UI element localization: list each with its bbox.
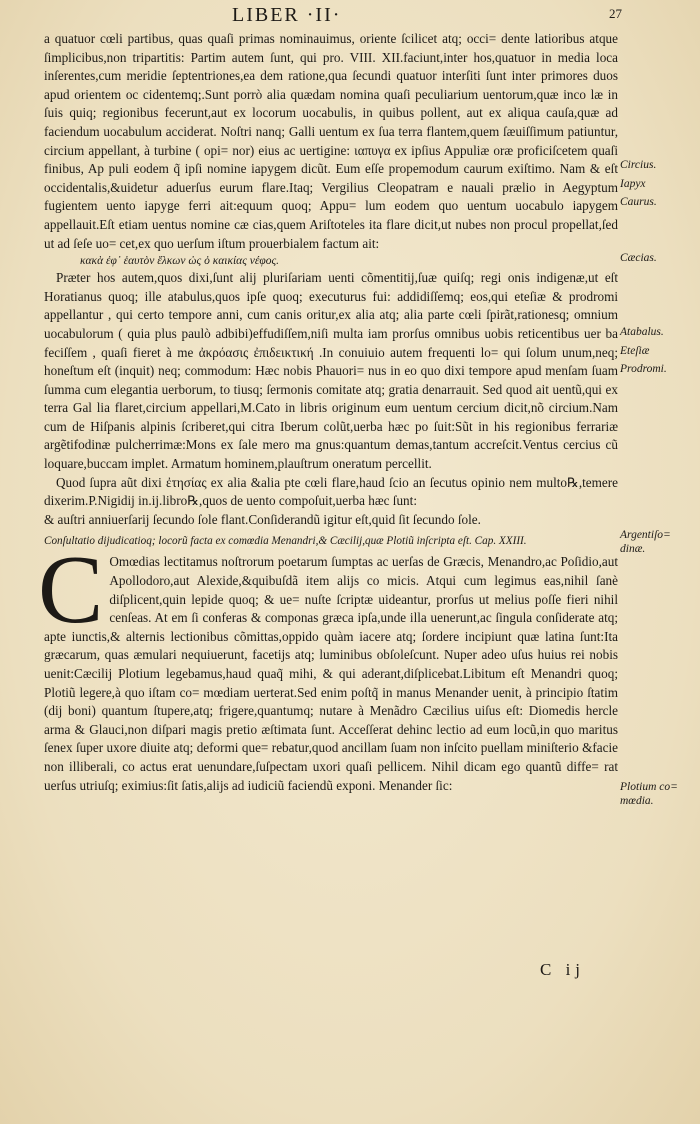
margin-note-circius: Circius. bbox=[620, 159, 657, 171]
margin-note-argentifodinae: Argentiſo= dinæ. bbox=[620, 529, 671, 555]
margin-note-atabalus: Atabalus. bbox=[620, 326, 664, 338]
running-head: LIBER ·II· bbox=[232, 4, 342, 26]
paragraph-nigidius: Quod ſupra aũt dixi ἐτησίας ex alia &alia pte cœli flare,haud ſcio an ſecutus opinio nem multo℞,temere dixerim.P.Nigidij in.ij.libro℞,quos de uento compoſuit,uerba hæc ſunt: bbox=[44, 474, 618, 509]
margin-note-etesiae: Eteſiæ bbox=[620, 345, 650, 357]
signature-mark: C ij bbox=[540, 960, 586, 979]
drop-cap: C bbox=[38, 536, 104, 645]
margin-note-plotium: Plotium co= mœdia. bbox=[620, 781, 678, 807]
chapter-heading: Conſultatio dijudicatioq; locorũ facta ex comœdia Menandri,& Cæcilij,quæ Plotiũ inſcripta eſt. Cap. XXIII. bbox=[44, 535, 527, 548]
greek-proverb: κακὰ ἐφ᾽ ἑαυτὸν ἕλκων ὡς ὁ καικίας νέφος. bbox=[80, 255, 280, 268]
paragraph-winds: a quatuor cœli partibus, quas quaſi primas nominauimus, oriente ſcilicet atq; occi= dente latioribus atque ſimplicibus,non tripartitis: Partim autem ſunt, qui pro. VIII. XII.faciunt,inter hos,quatuor in media loca inſerentes,cum meridie ſeptentriones,ea dem ratione,qua ſecundi quatuor interſiti ſunt inter primores duos apud orientem oc cidentemq;.Sunt porrò alia quædam nomina quaſi peculiarium uentorum,quæ inco læ in ſuis quiq; regionibus fecerunt,aut ex locorum uocabulis, in quibus pollent, aut ex aliqua cauſa,quæ ad faciendum uocabulum acciderat. Noſtri nanq; Galli uentum ex ſua terra flantem,quem ſæuiſſimum patiuntur, circium appellant, à turbine ( opi= nor) eius ac uertigine: ιαπυγα ex ipſius Appuliæ oræ proficiſcetem quaſi finibus, Ap puli eodem q̃ ipſi nomine iapygem dicũt. Eum eſſe propemodum caurum exiſtimo. Nam & eſt occidentalis,&uidetur aduerſus eurum flare.Itaq; Vergilius Cleopatram e nauali prælio in Aegyptum fugientem uento iapyge ferri ait:equum quoq; Appu= lum eodem quo uentum uocabulo iapygem appellauit.Eſt etiam uentus nomine cæ cias,quem Ariſtoteles ita flare dicit,ut nubes non procul propellat,ſed ut ad ſeſe uo= cet,ex quo uerſum iſtum prouerbialem factum ait: bbox=[44, 31, 618, 251]
paragraph-austri: & auſtri anniuerſarij ſecundo ſole flant.Conſiderandũ igitur eſt,quid ſit ſecundo ſole. bbox=[44, 511, 481, 527]
margin-note-caurus: Caurus. bbox=[620, 196, 657, 208]
chapter-body: Omœdias lectitamus noſtrorum poetarum ſumptas ac uerſas de Græcis, Menandro,ac Poſidio,aut Apollodoro,aut Alexide,&quibuſdã item alijs co micis. Atqui cum legimus eas,nihil ſanè diſplicent,quin lepide quoq; & ue= nuſte ſcriptæ uideantur, prorſus ut melius poſſe fieri nihil cenſeas. At em ſi conferas & componas græca ipſa,unde illa uenerunt,ac ſingula conſiderate atq; apte iunctis,& alternis lectionibus cõmittas,oppido quàm iacere atq; ſordere incipiunt quæ latina ſunt:Ita græcarum, quas æmulari nequiuerunt, facetijs atq; luminibus obſoleſcunt. Nuper adeo uſus huius rei nobis uenit:Cæcilij Plotium legebamus,haud quaq̃ mihi, & qui aderant,diſplicebat.Libitum eſt Menandri quoq; Plotiũ legere,à quo iſtam co= mœdiam uerterat.Sed enim poſtq̃ in manus Menander uenit, à principio ſtatim (dij boni) quantum ſtupere,atq; frigere,quantumq; nutare à Menãdro Cæcilius uiſus eſt: Diomedis hercle arma & Glauci,non diſpari magis pretio æſtimata ſunt. Acceſſerat dehinc lectio ad eum locũ,in quo maritus ſenex ſuper uxore diuite atq; deformi que= rebatur,quod ancillam ſuam non inſcito puellam miniſterio &facie non illiberali, co actus erat uenundare,ſuſpectam uxori quaſi pellicem. Nihil dicam ego quantũ diffe= rat uerſus utriuſq; eximius:ſit ſatis,alijs ad iudiciũ faciendũ exponi. Menander ſic: bbox=[44, 554, 618, 793]
margin-note-iapyx: Iapyx bbox=[620, 178, 646, 190]
main-text bbox=[38, 30, 618, 795]
margin-note-prodromi: Prodromi. bbox=[620, 363, 667, 375]
page-number: 27 bbox=[609, 6, 622, 21]
page-header bbox=[0, 4, 700, 30]
margin-note-caecias: Cæcias. bbox=[620, 252, 657, 264]
paragraph-favorinus: Præter hos autem,quos dixi,ſunt alij pluriſariam uenti cõmentitij,ſuæ quiſq; regi onis indigenæ,ut eſt Horatianus quoq; ille atabulus,quos ipſe quoq; executurus fui: addidiſſemq; eos,qui eteſiæ & prodromi appellantur , qui certo tempore anni, cum canis oritur,ex alia atq; alia parte cœli ſpirãt,rationesq; omnium uocabulorum ( quia plus paulò adbibi)effudiſſem,niſi multa iam prorſus omnibus uobis reticentibus uer ba feciſſem , quaſi fieret à me ἀκρόασις ἐπιδεικτική .In conuiuio autem frequenti lo= qui ſolum unum,neq; honeſtum eſt (inquit) neq; commodum: Hæc nobis Phauori= nus in eo quo dixi tempore apud menſam ſuam ſumma cum elegantia uerborum, to tiusq; ſermonis comitate atq; gratia denarrauit. Sed quod ait uentũ,qui ex terra Gal lia flaret,circium appellari,M.Cato in libris originum eum uentum cercium dicit,nõ circium.Nam cum de Hiſpanis alpinis ſcriberet,qui citra Iberum colũt,uerba hæc po ſuit:Sũt in his regionibus ferrariæ argẽtifodinæ pulcherrimæ:Mons ex ſale mero ma gnus:quantum demas,tantum accreſcit.Ventus cercius cũ loquare,buccam implet. Armatum hominem,plauſtrum oneratum percellit. bbox=[44, 270, 618, 472]
